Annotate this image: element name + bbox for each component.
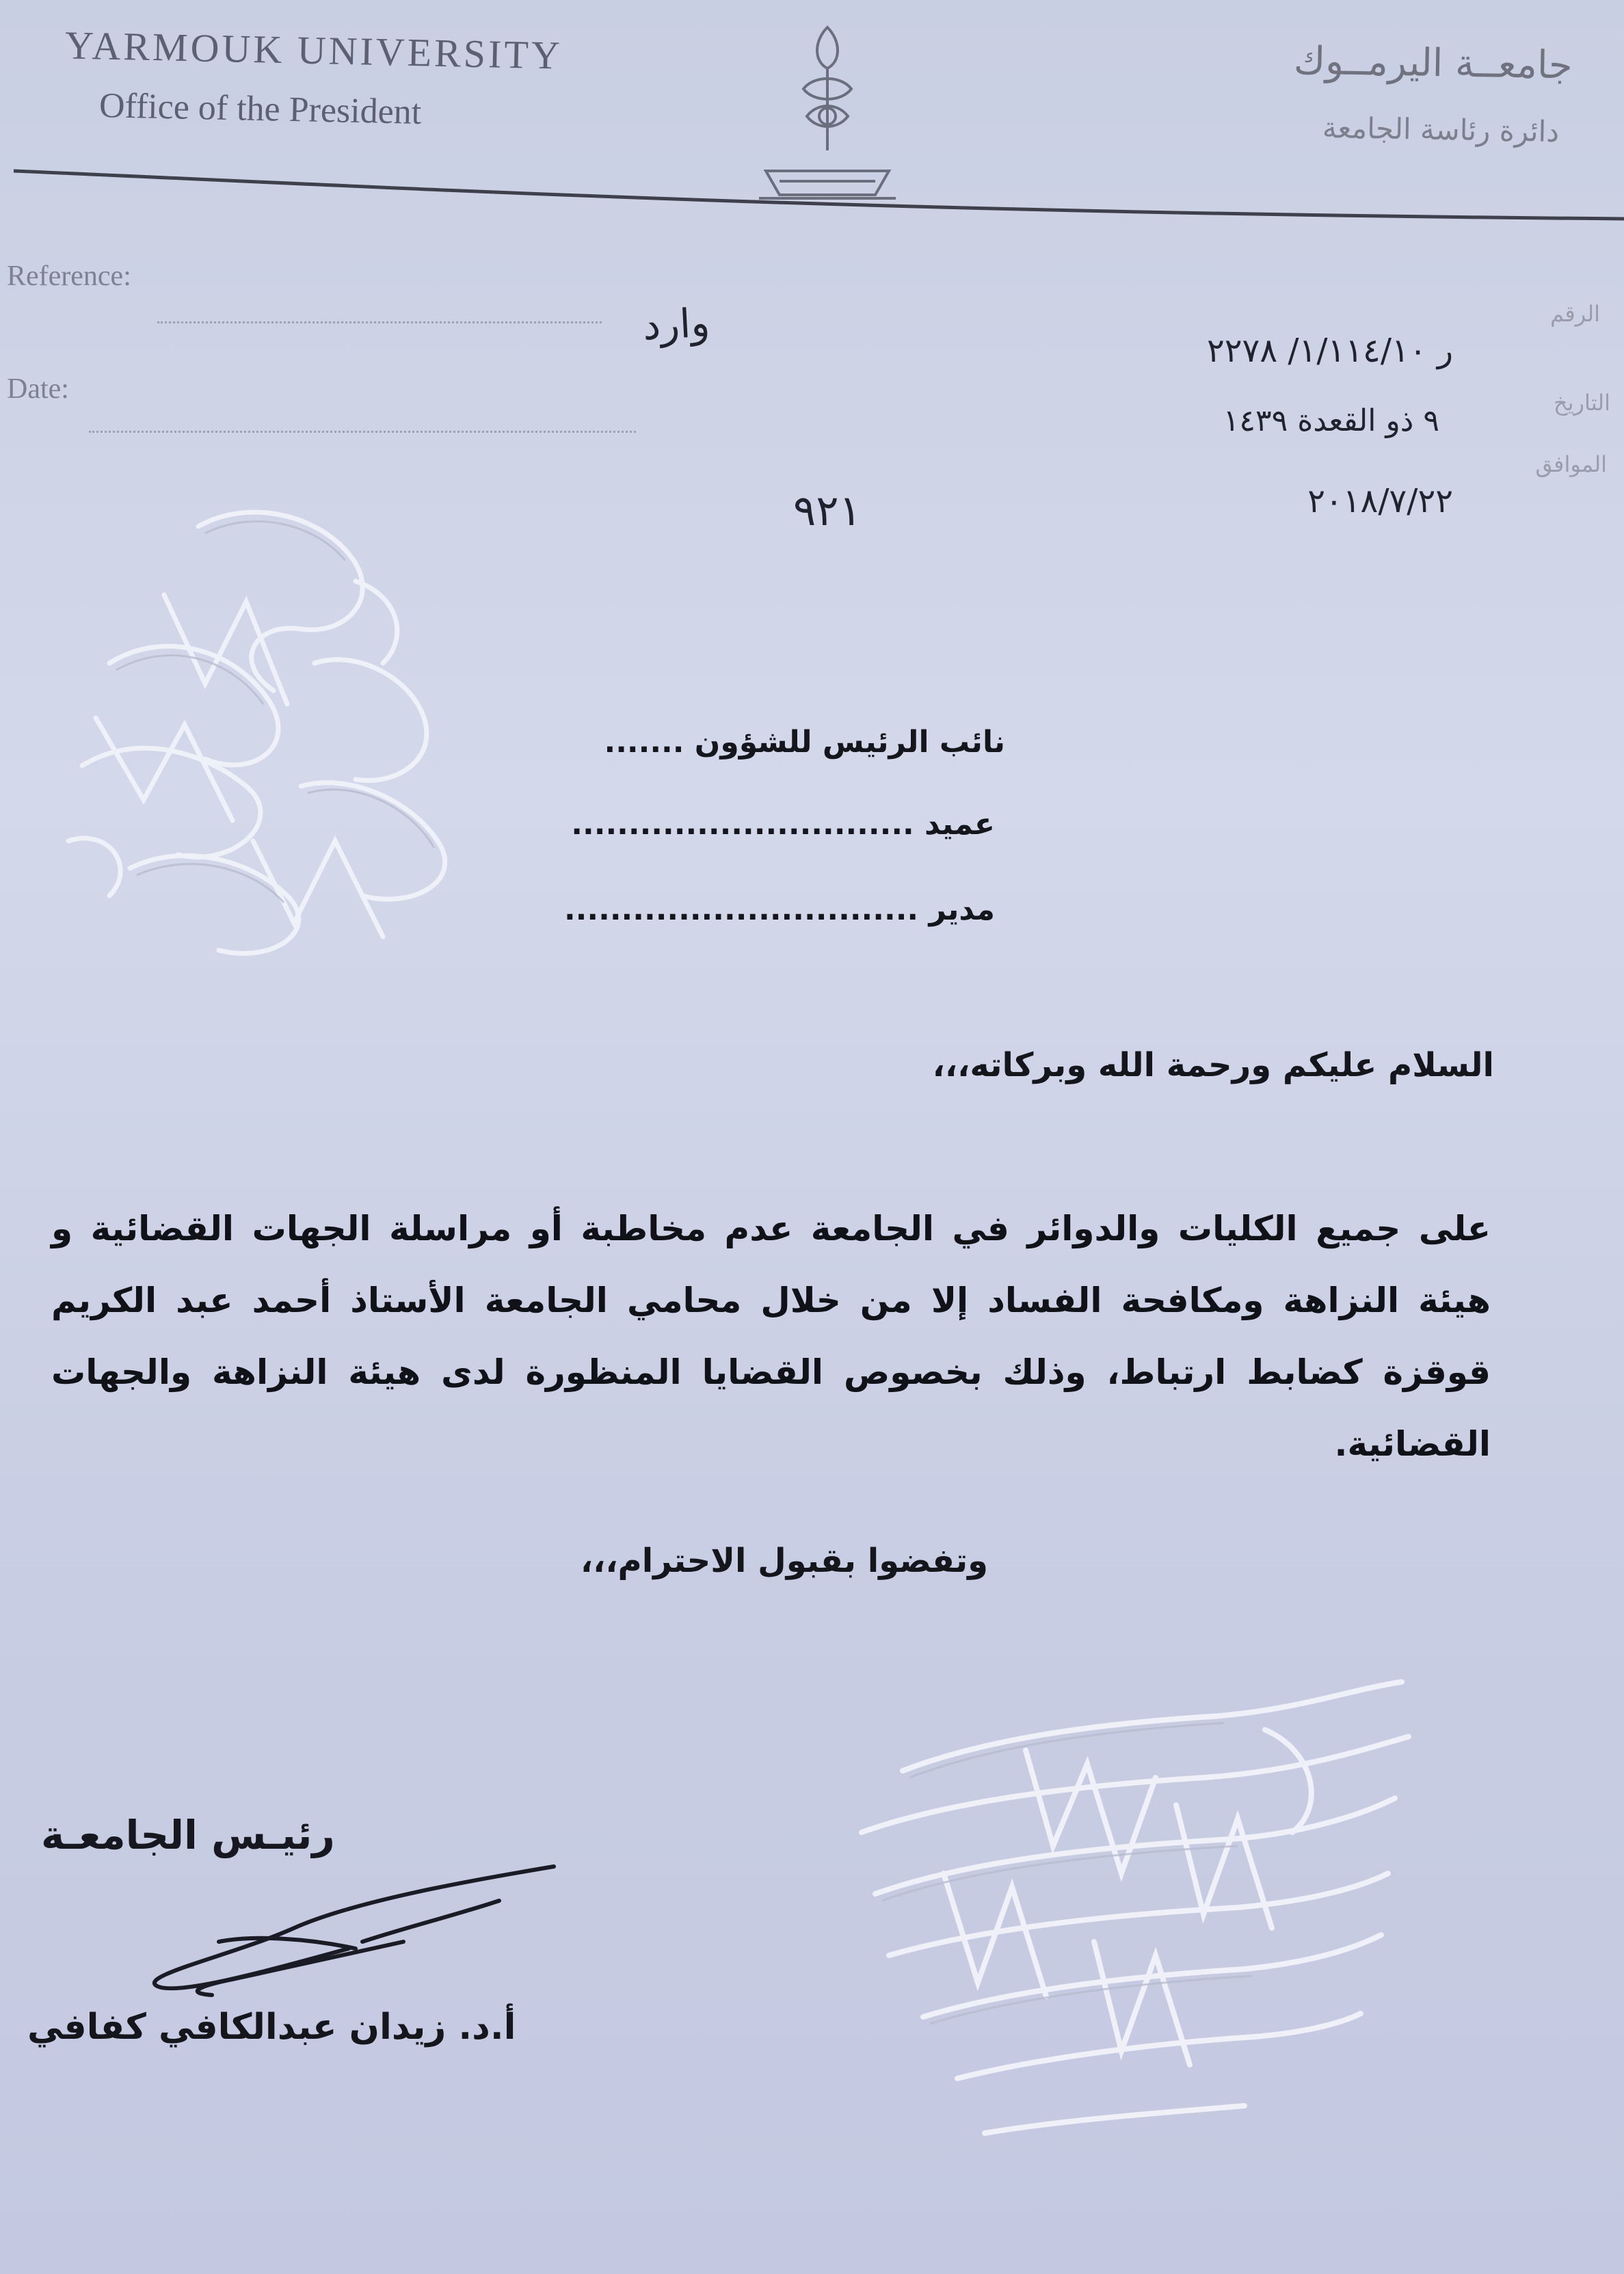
- date-line: [89, 431, 636, 433]
- date-label-ar: التاريخ: [1553, 390, 1610, 416]
- office-name-ar: دائرة رئاسة الجامعة: [1322, 110, 1560, 149]
- university-name-ar: جامعــة اليرمــوك: [1293, 38, 1573, 88]
- addressee-director: مدير ...............................: [563, 892, 995, 927]
- reference-label-ar: الرقم: [1550, 301, 1600, 327]
- reference-line: [157, 321, 602, 323]
- header-divider: [0, 157, 1624, 239]
- incoming-number: ٩٢١: [793, 485, 862, 535]
- reference-number: ر ١/١١٤/١٠/ ٢٢٧٨: [1206, 332, 1453, 370]
- corresponding-date-label-ar: الموافق: [1535, 451, 1607, 477]
- letter-body: على جميع الكليات والدوائر في الجامعة عدم مخاطبة أو مراسلة الجهات القضائية و هيئة النزاهة ومكافحة الفساد إلا من خلال محامي الجامعة الأستاذ أحمد عبد الكريم قوقزة كضابط ارتباط، وذلك بخصوص القضايا المنظورة لدى هيئة النزاهة والجهات القضائية.: [51, 1209, 1491, 1464]
- letter-greeting: السلام عليكم ورحمة الله وبركاته،،،: [932, 1046, 1494, 1084]
- hijri-date: ٩ ذو القعدة ١٤٣٩: [1223, 403, 1439, 438]
- office-name-en: Office of the President: [98, 86, 422, 132]
- university-name-en: YARMOUK UNIVERSITY: [64, 23, 563, 78]
- letter-closing: وتفضوا بقبول الاحترام،،،: [580, 1542, 988, 1580]
- gregorian-date: ٢٠١٨/٧/٢٢: [1307, 482, 1453, 520]
- signature-title: رئيـس الجامعـة: [41, 1812, 335, 1858]
- reference-label: Reference:: [7, 260, 131, 292]
- addressee-vice-president: نائب الرئيس للشؤون .......: [604, 725, 1005, 760]
- signatory-name: أ.د. زيدان عبدالكافي كفافي: [27, 2007, 516, 2048]
- addressee-dean: عميد ..............................: [571, 807, 995, 842]
- date-label: Date:: [7, 373, 69, 405]
- official-stamp: [27, 458, 520, 1026]
- official-stamp-bottom: [821, 1668, 1436, 2161]
- incoming-mark: وارد: [641, 299, 711, 349]
- handwritten-signature: [116, 1839, 581, 2003]
